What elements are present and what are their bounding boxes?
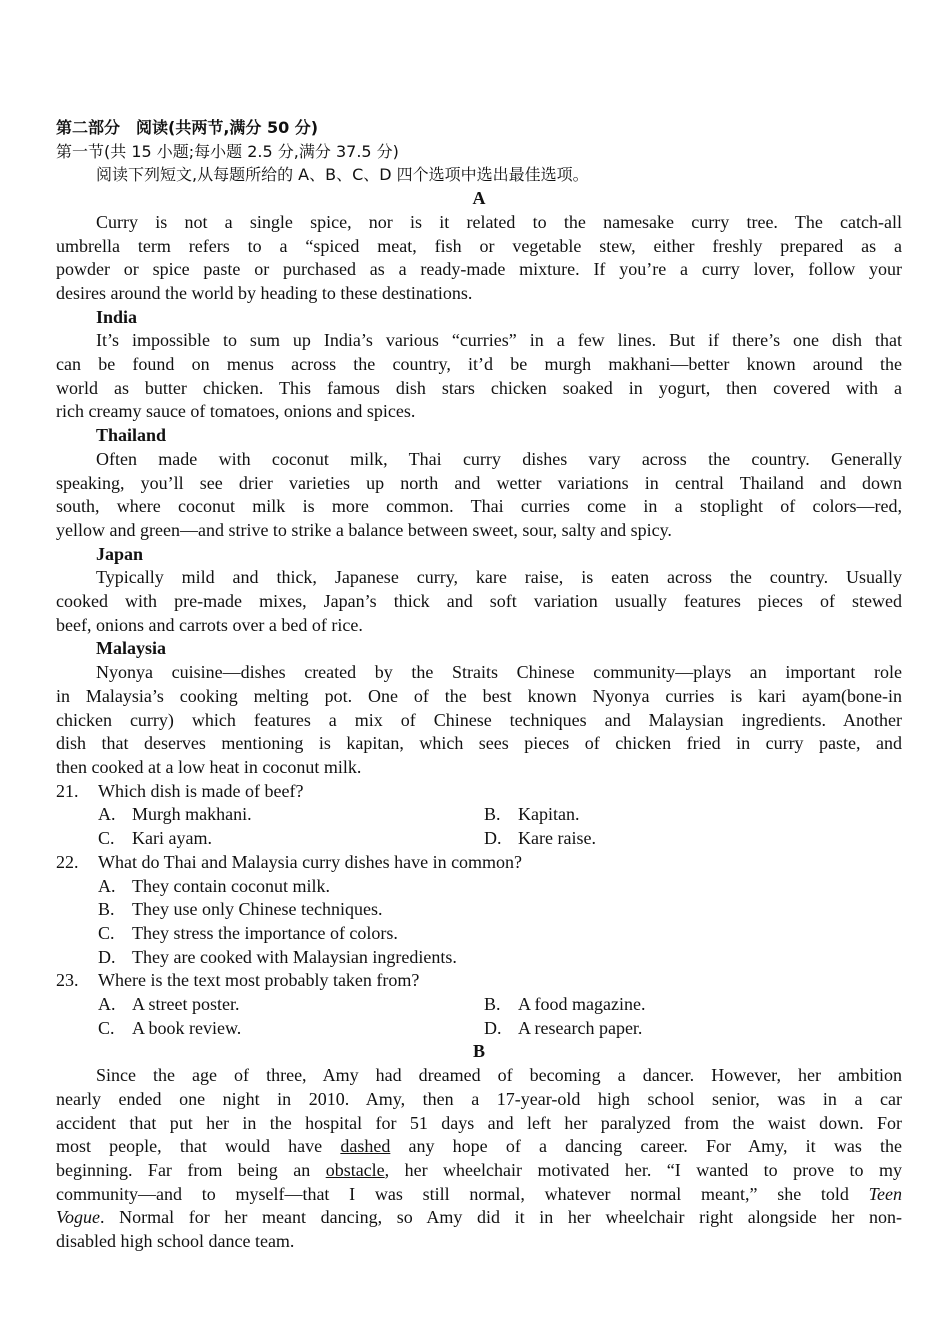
- text-line: world as butter chicken. This famous dish stars chicken soaked in yogurt, then covered with a: [56, 377, 902, 398]
- text-line: [56, 1183, 902, 1207]
- question-number: 23.: [56, 970, 79, 991]
- passage-label-b: B: [472, 1041, 485, 1062]
- option-text: They are cooked with Malaysian ingredients.: [132, 946, 457, 967]
- option-a[interactable]: [98, 993, 484, 1017]
- text-line: [56, 1206, 902, 1230]
- options: [56, 875, 902, 970]
- instructions: 阅读下列短文,从每题所给的 A、B、C、D 四个选项中选出最佳选项。: [96, 165, 589, 185]
- text-line: cooked with pre-made mixes, Japan’s thick and soft variation usually features pieces of stewed: [56, 591, 902, 612]
- option-letter: A.: [98, 875, 116, 896]
- text: community—and to myself—that I was still normal, whatever normal meant,” she told: [56, 1183, 869, 1204]
- option-b[interactable]: [98, 898, 902, 922]
- text-line: rich creamy sauce of tomatoes, onions and spices.: [56, 401, 416, 422]
- option-text: A food magazine.: [518, 994, 646, 1015]
- text-line: dish that deserves mentioning is kapitan, which sees pieces of chicken fried in curry paste, and: [56, 733, 902, 754]
- option-text: Murgh makhani.: [132, 804, 252, 825]
- question-number: 22.: [56, 851, 79, 872]
- option-letter: A.: [98, 994, 116, 1015]
- questions: [56, 780, 902, 1041]
- options: [56, 803, 902, 850]
- question-number: 21.: [56, 780, 79, 801]
- text-line: chicken curry) which features a mix of Chinese techniques and Malaysian ingredients. Another: [56, 709, 902, 730]
- option-letter: B.: [484, 994, 501, 1015]
- text-line: powder or spice paste or purchased as a ready-made mixture. If you’re a curry lover, follow your: [56, 259, 902, 280]
- section-paragraph: [56, 448, 902, 543]
- text: . Normal for her meant dancing, so Amy did it in her wheelchair right alongside her non-: [100, 1207, 902, 1228]
- text: beginning. Far from being an: [56, 1159, 326, 1180]
- part-title: 第二部分 阅读(共两节,满分 50 分): [56, 118, 319, 137]
- text-line: [56, 1159, 902, 1183]
- option-letter: A.: [98, 804, 116, 825]
- option-c[interactable]: [98, 1017, 484, 1041]
- option-letter: D.: [98, 946, 116, 967]
- text-line: then cooked at a low heat in coconut milk.: [56, 756, 362, 777]
- italic-text: Vogue: [56, 1207, 100, 1228]
- text-line: Often made with coconut milk, Thai curry dishes vary across the country. Generally: [96, 448, 902, 469]
- passage-b-text: [56, 1064, 902, 1254]
- section-title: 第一节(共 15 小题;每小题 2.5 分,满分 37.5 分): [56, 141, 399, 161]
- text-line: Nyonya cuisine—dishes created by the Straits Chinese community—plays an important role: [96, 662, 902, 683]
- section-paragraph: [56, 661, 902, 780]
- option-b[interactable]: [484, 993, 884, 1017]
- underlined-word: obstacle: [325, 1159, 385, 1180]
- section-heading: India: [96, 306, 138, 327]
- option-text: Kari ayam.: [132, 828, 212, 849]
- option-letter: D.: [484, 828, 502, 849]
- question: [56, 969, 902, 993]
- option-a[interactable]: [98, 875, 902, 899]
- option-d[interactable]: [98, 946, 902, 970]
- option-text: They contain coconut milk.: [132, 875, 330, 896]
- text-line: beef, onions and carrots over a bed of rice.: [56, 614, 363, 635]
- text-line: [56, 1135, 902, 1159]
- text: any hope of a dancing career. For Amy, it was the: [390, 1136, 902, 1157]
- question: [56, 851, 902, 875]
- question-text: Where is the text most probably taken from?: [98, 970, 420, 991]
- underlined-word: dashed: [340, 1136, 391, 1157]
- option-b[interactable]: [484, 803, 884, 827]
- passage-a-intro: [56, 211, 902, 306]
- option-text: A street poster.: [132, 994, 240, 1015]
- text-line: disabled high school dance team.: [56, 1231, 295, 1252]
- question: [56, 780, 902, 804]
- text-line: can be found on menus across the country, it’d be murgh makhani—better known around the: [56, 354, 902, 375]
- section-paragraph: [56, 566, 902, 637]
- option-text: Kare raise.: [518, 828, 596, 849]
- section-paragraph: [56, 329, 902, 424]
- text-line: speaking, you’ll see drier varieties up north and wetter variations in central Thailand and down: [56, 472, 902, 493]
- options: [56, 993, 902, 1040]
- option-text: They stress the importance of colors.: [132, 922, 398, 943]
- passage-label-a: A: [472, 188, 486, 209]
- text: , her wheelchair motivated her. “I wanted to prove to my: [384, 1159, 902, 1180]
- section-heading: Malaysia: [96, 638, 166, 659]
- exam-page: [56, 116, 902, 1254]
- text-line: south, where coconut milk is more common. Thai curries come in a stoplight of colors—red,: [56, 496, 902, 517]
- option-d[interactable]: [484, 827, 884, 851]
- text-line: accident that put her in the hospital for 51 days and left her paralyzed from the waist down. For: [56, 1112, 902, 1133]
- option-text: A book review.: [132, 1017, 242, 1038]
- section-heading: Thailand: [96, 425, 167, 446]
- text-line: It’s impossible to sum up India’s various “curries” in a few lines. But if there’s one dish that: [96, 330, 902, 351]
- option-letter: B.: [98, 899, 115, 920]
- text-line: yellow and green—and strive to strike a balance between sweet, sour, salty and spicy.: [56, 519, 672, 540]
- text-line: Curry is not a single spice, nor is it related to the namesake curry tree. The catch-all: [96, 211, 902, 232]
- section-heading: Japan: [96, 543, 144, 564]
- option-a[interactable]: [98, 803, 484, 827]
- option-letter: C.: [98, 1017, 115, 1038]
- option-c[interactable]: [98, 922, 902, 946]
- option-text: A research paper.: [518, 1017, 643, 1038]
- text-line: Typically mild and thick, Japanese curry, kare raise, is eaten across the country. Usually: [96, 567, 902, 588]
- question-text: Which dish is made of beef?: [98, 780, 304, 801]
- text: most people, that would have: [56, 1136, 341, 1157]
- text-line: nearly ended one night in 2010. Amy, then a 17-year-old high school senior, was in a car: [56, 1088, 902, 1109]
- option-text: Kapitan.: [518, 804, 580, 825]
- option-letter: B.: [484, 804, 501, 825]
- option-c[interactable]: [98, 827, 484, 851]
- passage-a-sections: [56, 306, 902, 780]
- option-letter: C.: [98, 922, 115, 943]
- text-line: Since the age of three, Amy had dreamed of becoming a dancer. However, her ambition: [96, 1065, 902, 1086]
- italic-text: Teen: [868, 1183, 902, 1204]
- text-line: umbrella term refers to a “spiced meat, fish or vegetable stew, either freshly prepared as a: [56, 235, 902, 256]
- text-line: desires around the world by heading to these destinations.: [56, 282, 473, 303]
- option-d[interactable]: [484, 1017, 884, 1041]
- option-letter: C.: [98, 828, 115, 849]
- option-text: They use only Chinese techniques.: [132, 899, 383, 920]
- question-text: What do Thai and Malaysia curry dishes have in common?: [98, 851, 523, 872]
- option-letter: D.: [484, 1017, 502, 1038]
- text-line: in Malaysia’s cooking melting pot. One of the best known Nyonya curries is kari ayam(bone-in: [56, 685, 902, 706]
